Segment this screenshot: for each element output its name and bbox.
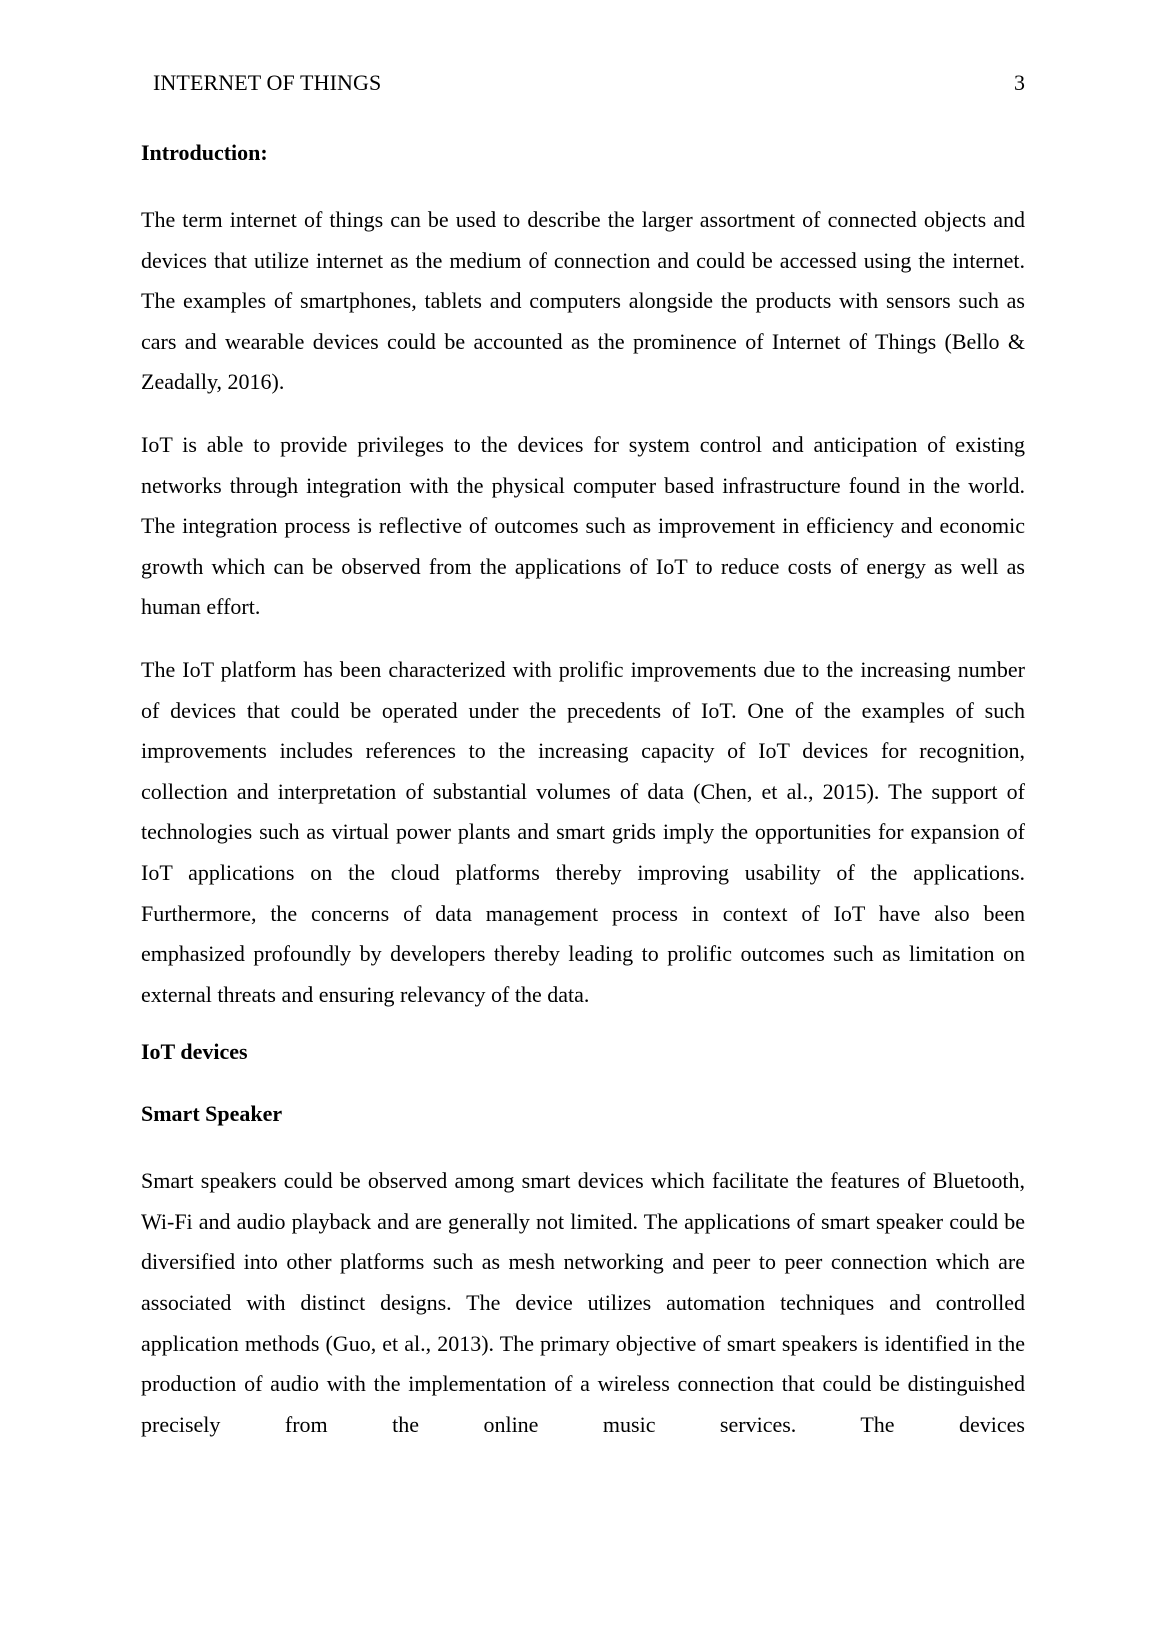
page-content [141,138,1025,1467]
introduction-paragraph-2: IoT is able to provide privileges to the devices for system control and anticipation of existing networks through integration with the physical computer based infrastructure found in the world. The integration process is reflective of outcomes such as improvement in efficiency and economic growth which can be observed from the applications of IoT to reduce costs of energy as well as human effort. [141,431,1025,620]
introduction-heading: Introduction: [141,140,268,165]
smart-speaker-paragraph: Smart speakers could be observed among smart devices which facilitate the features of Bluetooth, Wi-Fi and audio playback and are generally not limited. The applications of smart speaker could be diversified into other platforms such as mesh networking and peer to peer connection which are associated with distinct designs. The device utilizes automation techniques and controlled application methods (Guo, et al., 2013). The primary objective of smart speakers is identified in the production of audio with the implementation of a wireless connection that could be distinguished precisely from the online music services. The devices [141,1168,1025,1437]
page-number: 3 [1014,70,1025,95]
smart-speaker-heading: Smart Speaker [141,1101,283,1127]
running-head: INTERNET OF THINGS [153,70,382,95]
iot-devices-heading: IoT devices [141,1039,248,1065]
introduction-paragraph-3: The IoT platform has been characterized with prolific improvements due to the increasing number of devices that could be operated under the precedents of IoT. One of the examples of such improvements includes references to the increasing capacity of IoT devices for recognition, collection and interpretation of substantial volumes of data (Chen, et al., 2015). The support of technologies such as virtual power plants and smart grids imply the opportunities for expansion of IoT applications on the cloud platforms thereby improving usability of the applications. Furthermore, the concerns of data management process in context of IoT have also been emphasized profoundly by developers thereby leading to prolific outcomes such as limitation on external threats and ensuring relevancy of the data. [141,656,1025,1007]
introduction-paragraph-1: The term internet of things can be used to describe the larger assortment of connected objects and devices that utilize internet as the medium of connection and could be accessed using the internet. The examples of smartphones, tablets and computers alongside the products with sensors such as cars and wearable devices could be accounted as the prominence of Internet of Things (Bello & Zeadally, 2016). [141,207,1025,395]
